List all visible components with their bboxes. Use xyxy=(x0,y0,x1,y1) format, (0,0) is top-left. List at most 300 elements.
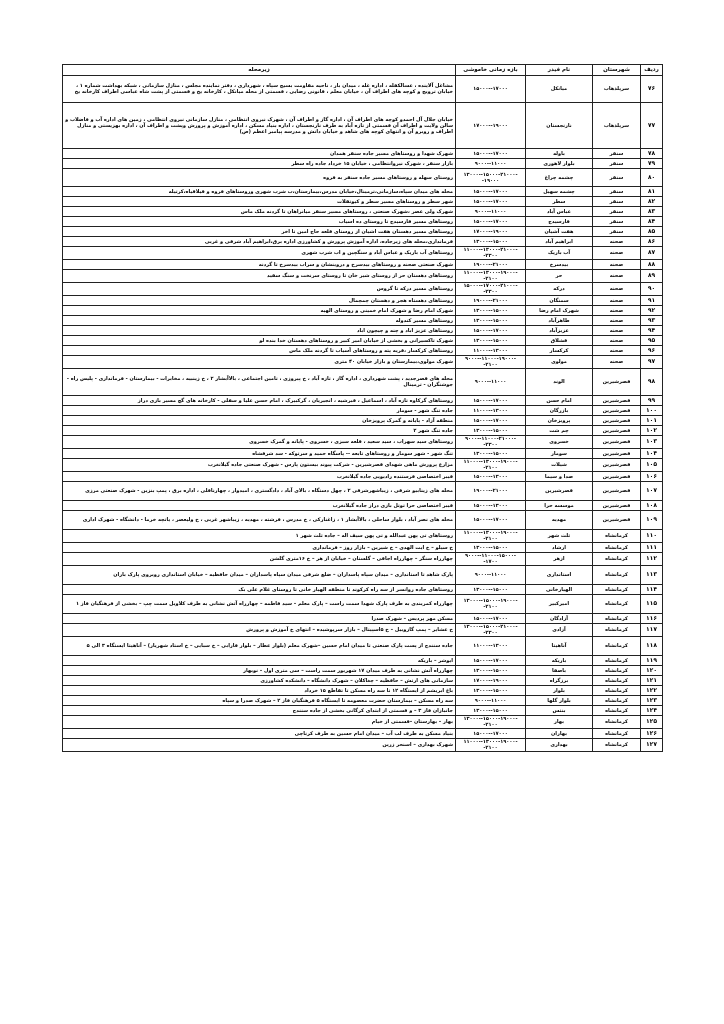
row-number-cell: ۹۳ xyxy=(641,316,663,326)
feeder-name-cell: مهدیه xyxy=(526,511,593,530)
table-row xyxy=(63,472,663,482)
subarea-cell: جاده تنگ شهر - سومار xyxy=(63,406,456,416)
row-number-cell: ۱۲۵ xyxy=(641,716,663,729)
county-cell: قصرشیرین xyxy=(593,459,641,472)
table-row xyxy=(63,624,663,637)
county-cell: قصرشیرین xyxy=(593,396,641,406)
subarea-cell: محله های میدان سپاه،سازمانی،ترمینال،خیابان مدرس،بیمارستان،ب شرب شهری وروستاهای فروه و قیلاقیاه،کرتیله xyxy=(63,187,456,197)
feeder-name-cell: آناهیتا xyxy=(526,637,593,656)
outage-time-cell: ۱۱۰۰۰--۱۳۰۰۰-۲۱۰۰۰--۲۳۰۰ xyxy=(456,247,526,260)
feeder-name-cell: سطر xyxy=(526,197,593,207)
outage-schedule-table xyxy=(62,64,663,752)
subarea-cell: بنیاد مسکن به طرف لب آب – میدان امام حسین به طرف کرناچی xyxy=(63,729,456,739)
row-number-cell: ۱۲۴ xyxy=(641,706,663,716)
outage-time-cell: ۹۰۰۰--۱۱۰۰۰ xyxy=(456,566,526,585)
subarea-cell: محله های قصرجدید ، پشت شهرداری ، اداره گاز ، تازه آباد ، خ پیروزی ، تامین اجتماعی ، بالاآبشار ۲ ، خ زینبیه ، مخابرات - بیمارستان - فرمانداری - پلیس راه - جوشنگران - ترمینال xyxy=(63,369,456,396)
row-number-cell: ۸۴ xyxy=(641,217,663,227)
outage-time-cell: ۱۷۰۰۰--۱۹۰۰۰ xyxy=(456,676,526,686)
feeder-name-cell: خسروی xyxy=(526,436,593,449)
outage-time-cell: ۱۱۰۰۰--۱۳۰۰۰-۱۹۰۰۰--۲۱۰۰ xyxy=(456,530,526,543)
table-row xyxy=(63,585,663,595)
feeder-name-cell: کرکسار xyxy=(526,346,593,356)
outage-time-cell: ۹۰۰۰--۱۱۰۰۰-۱۹۰۰۰--۲۱۰۰ xyxy=(456,356,526,369)
feeder-name-cell: بهار xyxy=(526,716,593,729)
feeder-name-cell: سمنگان xyxy=(526,296,593,306)
outage-time-cell: ۹۰۰۰--۱۱۰۰۰ xyxy=(456,696,526,706)
subarea-cell: باغ ابریشم از ایستگاه ۱۲ تا سه راه مسکن تا تقاطع ۱۵ خرداد xyxy=(63,686,456,696)
county-cell: کرمانشاه xyxy=(593,530,641,543)
row-number-cell: ۸۰ xyxy=(641,169,663,187)
feeder-name-cell: الوند xyxy=(526,369,593,396)
table-row xyxy=(63,676,663,686)
county-cell: قصرشیرین xyxy=(593,369,641,396)
table-row xyxy=(63,103,663,149)
row-number-cell: ۹۰ xyxy=(641,283,663,296)
outage-time-cell: ۱۳۰۰۰--۱۵۰۰۰ xyxy=(456,666,526,676)
feeder-name-cell: پرویزخان xyxy=(526,416,593,426)
feeder-name-cell: بنتس xyxy=(526,706,593,716)
table-row xyxy=(63,553,663,566)
row-number-cell: ۱۰۱ xyxy=(641,416,663,426)
county-cell: سنقر xyxy=(593,159,641,169)
subarea-cell: چهارراه آتش نشانی به طرف میدان ۱۷ شهریور سمت راست – سی متری اول – نوبهار xyxy=(63,666,456,676)
subarea-cell: مزارع پرورش ماهی شهدای قصرشیرین - شرکت پیوند بیستون پارس - شهرک صنعتی جاده گیلانغرب xyxy=(63,459,456,472)
outage-time-cell: ۹۰۰۰--۱۱۰۰۰-۲۱۰۰۰--۲۳۰۰ xyxy=(456,436,526,449)
county-cell: کرمانشاه xyxy=(593,729,641,739)
feeder-name-cell: هفت آشیان xyxy=(526,227,593,237)
outage-time-cell: ۱۳۰۰۰--۱۵۰۰۰-۱۹۰۰۰--۲۱۰۰ xyxy=(456,595,526,614)
outage-time-cell: ۱۵۰۰۰--۱۷۰۰۰-۲۱۰۰۰--۲۳۰۰ xyxy=(456,283,526,296)
header-row-number: ردیف xyxy=(641,65,663,76)
feeder-name-cell: طاهرآباد xyxy=(526,316,593,326)
county-cell: سنقر xyxy=(593,169,641,187)
outage-time-cell: ۱۷۰۰۰--۱۹۰۰۰ xyxy=(456,227,526,237)
county-cell: قصرشیرین xyxy=(593,482,641,501)
outage-time-cell: ۱۵۰۰۰--۱۳۰۰۰ xyxy=(456,472,526,482)
subarea-cell: فرمانداری،محله های زیرجاده، اداره آموزش پرورش و کشاورزی اداره برق،ابراهیم آباد شرقی و غربی xyxy=(63,237,456,247)
table-row xyxy=(63,729,663,739)
subarea-cell: روستاهای جاده روانسر از سه راه کرکوند تا منطقه الهیار خانی تا روستای غلام علی بک xyxy=(63,585,456,595)
table-row xyxy=(63,566,663,585)
feeder-name-cell: استانداری xyxy=(526,566,593,585)
feeder-name-cell: شهرک امام رضا xyxy=(526,306,593,316)
outage-time-cell: ۱۳۰۰۰--۱۵۰۰۰-۲۱۰۰۰--۱۹۰۰۰ xyxy=(456,169,526,187)
row-number-cell: ۸۷ xyxy=(641,247,663,260)
county-cell: سنقر xyxy=(593,217,641,227)
table-row xyxy=(63,159,663,169)
table-row xyxy=(63,207,663,217)
outage-time-cell: ۱۱۰۰۰--۱۳۰۰۰-۱۹۰۰۰--۲۱۰۰ xyxy=(456,270,526,283)
subarea-cell: شهرک تاکسیرانی و بخشی از خیابان امیر کبیر و روستاهای دهستان خدا بنده لو xyxy=(63,336,456,346)
subarea-cell: شهرک صنعتی صحنه و روستاهای بیدسرخ و دروینشان و سراب بیدسرخ تا گردنه xyxy=(63,260,456,270)
county-cell: صحنه xyxy=(593,260,641,270)
row-number-cell: ۹۴ xyxy=(641,326,663,336)
header-feeder-name: نام فیدر xyxy=(526,65,593,76)
table-row xyxy=(63,511,663,530)
outage-time-cell: ۱۳۰۰۰--۱۵۰۰۰ xyxy=(456,336,526,346)
subarea-cell: روستاهای گرکاوه تازه آباد ، اسماعیل ، قبرشیه ، انجیریان ، گرکبیرک ، امام حسن علیا و سفلی - کارخانه های گچ مسیر بازی دراز xyxy=(63,396,456,406)
row-number-cell: ۱۰۲ xyxy=(641,426,663,436)
subarea-cell: شهرک شهدا و روستاهای مسیر جاده سنقر همدان xyxy=(63,149,456,159)
feeder-name-cell: درکه xyxy=(526,283,593,296)
subarea-cell: محله های زینابیو شرقی ، زیباشهرشرقی ۲ ، چهل دستگاه ، بالای آباد ، دادگستری ، امیدوار ، چهارناقلی ، اداره برق ، پمپ بنزین - شهرک صنعتی مرزی xyxy=(63,482,456,501)
feeder-name-cell: حر xyxy=(526,270,593,283)
row-number-cell: ۸۲ xyxy=(641,197,663,207)
subarea-cell: منطقه آزاد - پایانه و گمرک پرویزخان xyxy=(63,416,456,426)
outage-time-cell: ۹۰۰۰--۱۱۰۰۰-۱۵۰۰۰--۱۷۰۰ xyxy=(456,553,526,566)
table-row xyxy=(63,637,663,656)
subarea-cell: سه راه مسکن – بیمارستان حضرت معصومه تا ایستگاه ۵ فرهنگیان فاز ۲ – شهرک صدرا و سپاه xyxy=(63,696,456,706)
row-number-cell: ۹۶ xyxy=(641,346,663,356)
row-number-cell: ۱۰۸ xyxy=(641,501,663,511)
table-row xyxy=(63,227,663,237)
county-cell: کرمانشاه xyxy=(593,585,641,595)
feeder-name-cell: قشلاق xyxy=(526,336,593,346)
row-number-cell: ۱۱۵ xyxy=(641,595,663,614)
subarea-cell: جانبازان فاز ۳ – و قسمتی از ابتدای کرگانی بخشی از جاده سنندج xyxy=(63,706,456,716)
county-cell: صحنه xyxy=(593,283,641,296)
county-cell: کرمانشاه xyxy=(593,656,641,666)
county-cell: صحنه xyxy=(593,296,641,306)
subarea-cell: قیبر اختصاصی حرا توتل بازی دراز جاده گیلانغرب xyxy=(63,501,456,511)
table-row xyxy=(63,369,663,396)
subarea-cell: روستاهای دهستاه هجر و دهستان چمچمال xyxy=(63,296,456,306)
outage-time-cell: ۱۵۰۰۰--۱۷۰۰۰ xyxy=(456,149,526,159)
county-cell: صحنه xyxy=(593,237,641,247)
table-row xyxy=(63,501,663,511)
table-row xyxy=(63,296,663,306)
feeder-name-cell: بازرگان xyxy=(526,406,593,416)
subarea-cell: چهارراه سنگر – چهارراه اجاقی – گلستان – خیابان از هر – خ ۱۶متری گلشن xyxy=(63,553,456,566)
subarea-cell: خ عشایر – پمپ گازوییل – خ ۵اسپیتال – بازار سرپوشیده – انتهای خ آموزش و پرورش xyxy=(63,624,456,637)
county-cell: قصرشیرین xyxy=(593,426,641,436)
feeder-name-cell: شیلات xyxy=(526,459,593,472)
row-number-cell: ۱۰۶ xyxy=(641,472,663,482)
row-number-cell: ۱۰۹ xyxy=(641,511,663,530)
row-number-cell: ۱۱۸ xyxy=(641,637,663,656)
table-row xyxy=(63,530,663,543)
feeder-name-cell: نارنجستان xyxy=(526,103,593,149)
row-number-cell: ۱۰۵ xyxy=(641,459,663,472)
county-cell: صحنه xyxy=(593,346,641,356)
subarea-cell: روستاهای دهستان حر از روستای شیر خان تا روستای سرنخت و سنگ سفید xyxy=(63,270,456,283)
outage-time-cell: ۱۱۰۰۰--۱۳۰۰۰-۱۹۰۰۰--۲۱۰۰ xyxy=(456,739,526,752)
county-cell: سنقر xyxy=(593,149,641,159)
table-row xyxy=(63,416,663,426)
row-number-cell: ۱۱۴ xyxy=(641,585,663,595)
outage-time-cell: ۱۳۰۰۰--۱۵۰۰۰ xyxy=(456,686,526,696)
county-cell: کرمانشاه xyxy=(593,686,641,696)
feeder-name-cell: مولوی xyxy=(526,356,593,369)
subarea-cell: روستاهای تی پهن عبدالله و تی پهن سیف اله – جاده ثلث شهر ۱ xyxy=(63,530,456,543)
feeder-name-cell: ابراهیم آباد xyxy=(526,237,593,247)
row-number-cell: ۹۵ xyxy=(641,336,663,346)
outage-time-cell: ۱۵۰۰۰--۱۷۰۰۰ xyxy=(456,396,526,406)
outage-time-cell: ۱۳۰۰۰--۱۵۰۰۰ xyxy=(456,426,526,436)
feeder-name-cell: عباس آباد xyxy=(526,207,593,217)
row-number-cell: ۸۵ xyxy=(641,227,663,237)
county-cell: کرمانشاه xyxy=(593,624,641,637)
table-row xyxy=(63,270,663,283)
feeder-name-cell: میانکل xyxy=(526,76,593,103)
subarea-cell: پارک شاهد تا استانداری – میدان سپاه پاسداران – ضلع شرقی میدان سپاه پاسداران – میدان حافظیه – خیابان استانداری روبروی پارک باران xyxy=(63,566,456,585)
outage-time-cell: ۱۹۰۰۰--۲۱۰۰۰ xyxy=(456,296,526,306)
outage-time-cell: ۹۰۰۰--۱۱۰۰۰ xyxy=(456,369,526,396)
table-row xyxy=(63,356,663,369)
row-number-cell: ۸۹ xyxy=(641,270,663,283)
county-cell: کرمانشاه xyxy=(593,595,641,614)
table-row xyxy=(63,595,663,614)
table-row xyxy=(63,149,663,159)
feeder-name-cell: امام حسن xyxy=(526,396,593,406)
feeder-name-cell: بیدسرخ xyxy=(526,260,593,270)
feeder-name-cell: الهیارخانی xyxy=(526,585,593,595)
county-cell: کرمانشاه xyxy=(593,739,641,752)
row-number-cell: ۹۷ xyxy=(641,356,663,369)
row-number-cell: ۱۱۳ xyxy=(641,566,663,585)
feeder-name-cell: چشمه چراغ xyxy=(526,169,593,187)
subarea-cell: شهر سطر و روستاهای مسیر سطر و کیوتقلات xyxy=(63,197,456,207)
county-cell: قصرشیرین xyxy=(593,472,641,482)
feeder-name-cell: بهاران xyxy=(526,729,593,739)
outage-time-cell: ۱۳۰۰۰--۱۵۰۰۰ xyxy=(456,706,526,716)
outage-time-cell: ۱۱۰۰۰--۱۳۰۰۰ xyxy=(456,406,526,416)
subarea-cell: روستاهای مسیر درکه تا گروس xyxy=(63,283,456,296)
subarea-cell: روستاهای مسیر کندوله xyxy=(63,316,456,326)
outage-time-cell: ۱۳۰۰۰--۱۵۰۰۰ xyxy=(456,306,526,316)
subarea-cell: خ سیلو – خ ایت الهدی – خ شیرین – بازار روز – فرمانداری xyxy=(63,543,456,553)
feeder-name-cell: آب باریک xyxy=(526,247,593,260)
outage-time-cell: ۱۳۰۰۰--۱۵۰۰۰ xyxy=(456,237,526,247)
outage-time-cell: ۱۵۰۰۰--۱۷۰۰۰ xyxy=(456,217,526,227)
row-number-cell: ۱۱۰ xyxy=(641,530,663,543)
subarea-cell: سازمانی های ارتش – حافظیه – چغاکلان – شهرک دانشگاه – دانشکده کشاورزی xyxy=(63,676,456,686)
county-cell: صحنه xyxy=(593,326,641,336)
outage-time-cell: ۹۰۰۰--۱۱۰۰۰ xyxy=(456,207,526,217)
outage-time-cell: ۱۵۰۰۰--۱۷۰۰۰ xyxy=(456,416,526,426)
feeder-name-cell: عزیزآباد xyxy=(526,326,593,336)
table-row xyxy=(63,169,663,187)
county-cell: کرمانشاه xyxy=(593,637,641,656)
subarea-cell: خیابان جلال آل احمدو کوچه های اطراف آن ، اداره گاز و اطراف آن ، شهرک نیروی انتظامی ، منازل سازمانی نیروی انتظامی ، زمین های اداره آب و فاضلاب و سالن ولایت و اطراف آن قسمتی از تازه آباد به طرف نارنجستان ، اداره بنیاد مسکن ، اداره آموزش و پرورش وپشت و اطراف آن ، اداره بهزیستی و منازل اطراف و روبرو آن و انتهای کوچه های شاهد و خیابان دانش و مدرسه پیامبر اعظم (ص) xyxy=(63,103,456,149)
subarea-cell: شهرک ولی عصر ،شهرک صنعتی ، روستاهای مسیر سنقر میانراهان تا گردنه ملک ماس xyxy=(63,207,456,217)
table-row xyxy=(63,326,663,336)
subarea-cell: شهرک مولوی،بیمارستان و بازار خیابان ۴۰ متری xyxy=(63,356,456,369)
county-cell: کرمانشاه xyxy=(593,706,641,716)
row-number-cell: ۷۸ xyxy=(641,149,663,159)
outage-time-cell: ۱۵۰۰۰--۱۷۰۰۰ xyxy=(456,614,526,624)
county-cell: صحنه xyxy=(593,356,641,369)
row-number-cell: ۱۱۶ xyxy=(641,614,663,624)
table-body xyxy=(63,76,663,752)
subarea-cell: مسکن مهر پردیس – شهرک صدرا xyxy=(63,614,456,624)
row-number-cell: ۱۱۲ xyxy=(641,553,663,566)
county-cell: قصرشیرین xyxy=(593,406,641,416)
county-cell: صحنه xyxy=(593,270,641,283)
row-number-cell: ۱۲۷ xyxy=(641,739,663,752)
table-row xyxy=(63,656,663,666)
outage-time-cell: ۱۷۰۰۰--۱۹۰۰۰ xyxy=(456,103,526,149)
row-number-cell: ۱۲۰ xyxy=(641,666,663,676)
row-number-cell: ۱۰۷ xyxy=(641,482,663,501)
subarea-cell: روستاهای آب باریک و عباس آباد و سنگچین و اب شرب شهری xyxy=(63,247,456,260)
table-row xyxy=(63,197,663,207)
subarea-cell: چهارراه کمربندی به طرف پارک شهدا سمت راست – پارک معلم – سید فاطمه – چهارراه آتش نشانی به طرف کلاویل سمت چپ – بخشی از فرهنگیان فاز ۱ xyxy=(63,595,456,614)
feeder-name-cell: آزادی xyxy=(526,624,593,637)
subarea-cell: روستاهای عزیز اباد و چنه و چیچون اباد xyxy=(63,326,456,336)
feeder-name-cell: چم شت xyxy=(526,426,593,436)
county-cell: قصرشیرین xyxy=(593,436,641,449)
county-cell: صحنه xyxy=(593,306,641,316)
subarea-cell: قیبر اختصاصی فرستنده رادیویی جاده گیلانغرب xyxy=(63,472,456,482)
county-cell: قصرشیرین xyxy=(593,511,641,530)
county-cell: قصرشیرین xyxy=(593,416,641,426)
table-row xyxy=(63,346,663,356)
outage-time-cell: ۱۳۰۰۰--۱۵۰۰۰-۱۹۰۰۰--۲۱۰۰ xyxy=(456,716,526,729)
subarea-cell: شهرک امام رضا و شهرک امام خمینی و روستای الهیه xyxy=(63,306,456,316)
header-outage-time: بازه زمانی خاموشی xyxy=(456,65,526,76)
table-row xyxy=(63,316,663,326)
table-row xyxy=(63,76,663,103)
outage-time-cell: ۱۹۰۰۰--۲۱۰۰۰ xyxy=(456,482,526,501)
county-cell: کرمانشاه xyxy=(593,543,641,553)
table-row xyxy=(63,247,663,260)
county-cell: کرمانشاه xyxy=(593,553,641,566)
table-row xyxy=(63,482,663,501)
table-row xyxy=(63,739,663,752)
outage-time-cell: ۱۵۰۰۰--۱۷۰۰۰ xyxy=(456,511,526,530)
feeder-name-cell: باریکه xyxy=(526,656,593,666)
outage-time-cell: ۱۱۰۰۰--۱۳۰۰۰-۱۹۰۰۰--۲۱۰۰ xyxy=(456,459,526,472)
table-row xyxy=(63,406,663,416)
row-number-cell: ۱۲۳ xyxy=(641,696,663,706)
feeder-name-cell: سومار xyxy=(526,449,593,459)
outage-time-cell: ۱۵۰۰۰--۱۷۰۰۰ xyxy=(456,656,526,666)
county-cell: کرمانشاه xyxy=(593,696,641,706)
table-row xyxy=(63,666,663,676)
outage-time-cell: ۱۳۰۰۰--۱۵۰۰۰ xyxy=(456,316,526,326)
feeder-name-cell: بلوار لاهوری xyxy=(526,159,593,169)
county-cell: صحنه xyxy=(593,247,641,260)
table-row xyxy=(63,696,663,706)
row-number-cell: ۱۲۶ xyxy=(641,729,663,739)
county-cell: سرپلذهاب xyxy=(593,103,641,149)
subarea-cell: بهار – بهارستان –قسمتی از خیام xyxy=(63,716,456,729)
subarea-cell: مشاغل آلاینده ، عسالکفله ، اداره غله ، میدان بار ، ناحیه مقاومت بسیج سپاه ، شهرداری ، دفتر نماینده مجلس ، منازل سازمانی ، شبکه بهداشت شماره ۱ ، خیابان ترویج و کوچه های اطراف آن ، خیابان معلم ، قانونی رضایی ، قسمتی از محله میانکل ، کارخانه یخ و قسمتی از پشت شاه عباسی اطراف کارخانه یخ xyxy=(63,76,456,103)
row-number-cell: ۷۶ xyxy=(641,76,663,103)
feeder-name-cell: ثلث شهر xyxy=(526,530,593,543)
row-number-cell: ۱۰۴ xyxy=(641,449,663,459)
outage-time-cell: ۹۰۰۰--۱۱۰۰۰ xyxy=(456,159,526,169)
row-number-cell: ۸۱ xyxy=(641,187,663,197)
row-number-cell: ۱۲۲ xyxy=(641,686,663,696)
subarea-cell: تنگ شهر - شهر سومار و روستاهای تابعه -- پاسگاه حمید و سرتوکه - سد شرفشاه xyxy=(63,449,456,459)
table-row xyxy=(63,283,663,296)
outage-time-cell: ۱۵۰۰۰--۱۷۰۰۰ xyxy=(456,729,526,739)
row-number-cell: ۱۱۱ xyxy=(641,543,663,553)
outage-time-cell: ۱۵۰۰۰--۱۷۰۰۰ xyxy=(456,187,526,197)
row-number-cell: ۹۲ xyxy=(641,306,663,316)
subarea-cell: روستای سهله و روستاهای مسیر جاده سنقر به فروه xyxy=(63,169,456,187)
county-cell: سنقر xyxy=(593,187,641,197)
header-county: شهرستان xyxy=(593,65,641,76)
county-cell: سنقر xyxy=(593,197,641,207)
feeder-name-cell: ازهر xyxy=(526,553,593,566)
outage-time-cell: ۱۳۰۰۰--۱۵۰۰۰ xyxy=(456,543,526,553)
table-row xyxy=(63,543,663,553)
row-number-cell: ۸۸ xyxy=(641,260,663,270)
outage-time-cell: ۱۵۰۰۰--۱۷۰۰۰ xyxy=(456,76,526,103)
table-row xyxy=(63,716,663,729)
row-number-cell: ۱۰۰ xyxy=(641,406,663,416)
subarea-cell: ایوشر – باریکه xyxy=(63,656,456,666)
subarea-cell: محله های نصر آباد ، بلوار ساحلی ، بالاآبشار ۱ ، زاغنارکی ، خ مدرس ، فرشته ، مهدیه ، زیباشهر غربی ، خ ولیعصر ، یاتچه خرما - دانشگاه - شهرک اداری xyxy=(63,511,456,530)
county-cell: سنقر xyxy=(593,207,641,217)
table-row xyxy=(63,436,663,449)
feeder-name-cell: برزگراه xyxy=(526,676,593,686)
feeder-name-cell: باصفا xyxy=(526,666,593,676)
subarea-cell: روستاهای سید سهراب ، سید سعید ، قلعه سبزی ، خسروی - پایانه و گمرک خسروی xyxy=(63,436,456,449)
table-row xyxy=(63,336,663,346)
header-subarea: زیرمحله xyxy=(63,65,456,76)
feeder-name-cell: قصرشیرین xyxy=(526,482,593,501)
outage-time-cell: ۱۹۰۰۰--۲۱۰۰۰ xyxy=(456,260,526,270)
feeder-name-cell: چشمه سهیل xyxy=(526,187,593,197)
row-number-cell: ۱۲۱ xyxy=(641,676,663,686)
table-header-row xyxy=(63,65,663,76)
table-row xyxy=(63,426,663,436)
feeder-name-cell: باوله xyxy=(526,149,593,159)
subarea-cell: روستاهای مسیر قارسیدج تا روستای ده اسیاب xyxy=(63,217,456,227)
county-cell: کرمانشاه xyxy=(593,676,641,686)
county-cell: قصرشیرین xyxy=(593,449,641,459)
table-row xyxy=(63,449,663,459)
outage-time-cell: ۱۱۰۰۰--۱۳۰۰۰ xyxy=(456,637,526,656)
table-row xyxy=(63,686,663,696)
row-number-cell: ۷۷ xyxy=(641,103,663,149)
county-cell: سرپلذهاب xyxy=(593,76,641,103)
subarea-cell: بازار سنقر ، شهرک نیروانتظامی ، خیابان ۱۵ خرداد جاده راه سطر xyxy=(63,159,456,169)
feeder-name-cell: امیرکبیر xyxy=(526,595,593,614)
row-number-cell: ۹۹ xyxy=(641,396,663,406)
subarea-cell: روستاهای مسیر دهستان هفت اشیان از روستای قلعه حاج امین تا اخر xyxy=(63,227,456,237)
feeder-name-cell: بلوار گلها xyxy=(526,696,593,706)
table-row xyxy=(63,396,663,406)
row-number-cell: ۹۸ xyxy=(641,369,663,396)
feeder-name-cell: بهداری xyxy=(526,739,593,752)
feeder-name-cell: قارسیدج xyxy=(526,217,593,227)
county-cell: کرمانشاه xyxy=(593,614,641,624)
document-page xyxy=(62,64,662,752)
subarea-cell: جاده سنندج از پست پارک صنعتی تا میدان امام حسین –شهرک معلم (بلوار عطار – بلوار فارابی – خ سبایی – خ استاد شهریار) – آناهیتا ایستگاه ۳ الی ۵ xyxy=(63,637,456,656)
table-row xyxy=(63,614,663,624)
county-cell: کرمانشاه xyxy=(593,566,641,585)
row-number-cell: ۸۶ xyxy=(641,237,663,247)
county-cell: کرمانشاه xyxy=(593,716,641,729)
county-cell: صحنه xyxy=(593,316,641,326)
feeder-name-cell: بلوار xyxy=(526,686,593,696)
county-cell: سنقر xyxy=(593,227,641,237)
table-row xyxy=(63,706,663,716)
subarea-cell: روستاهای کرکسار ،قریه پته و روستاهای آسیاب تا گردنه ملک ماس xyxy=(63,346,456,356)
row-number-cell: ۱۱۷ xyxy=(641,624,663,637)
subarea-cell: جاده تنگ شهر ۲ xyxy=(63,426,456,436)
outage-time-cell: ۱۵۰۰۰--۱۳۰۰۰ xyxy=(456,501,526,511)
outage-time-cell: ۱۵۰۰۰--۱۷۰۰۰ xyxy=(456,197,526,207)
feeder-name-cell: ارشاد xyxy=(526,543,593,553)
county-cell: صحنه xyxy=(593,336,641,346)
table-row xyxy=(63,260,663,270)
